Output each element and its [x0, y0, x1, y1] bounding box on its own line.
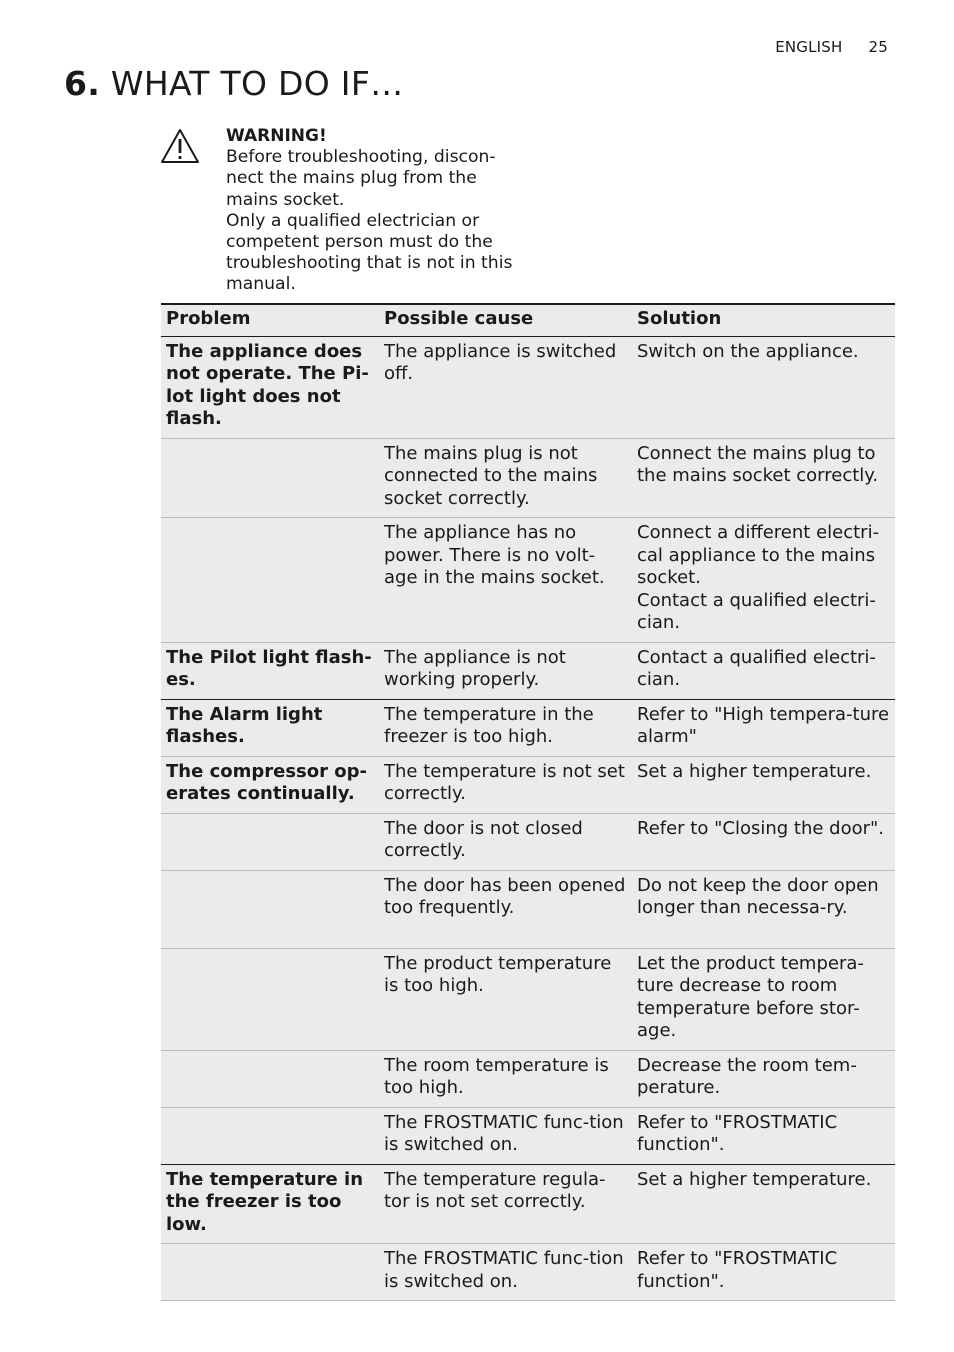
- cell-cause: The appliance is not working properly.: [379, 642, 632, 699]
- table-row: [161, 438, 895, 518]
- warning-line: Before troubleshooting, discon-: [226, 147, 496, 168]
- page-number: 25: [868, 38, 888, 56]
- cell-problem: The appliance does not operate. The Pi-lot light does not flash.: [161, 336, 379, 438]
- cell-cause: The temperature is not set correctly.: [379, 756, 632, 813]
- table-row: [161, 642, 895, 699]
- table-header-row: [161, 304, 895, 336]
- table-row: [161, 756, 895, 813]
- warning-triangle-icon: [160, 128, 200, 164]
- cell-problem: The Pilot light flash-es.: [161, 642, 379, 699]
- section-title-text: WHAT TO DO IF…: [110, 64, 404, 103]
- cell-solution: Refer to "FROSTMATIC function".: [632, 1107, 895, 1164]
- table-row: [161, 813, 895, 870]
- warning-line: mains socket.: [226, 189, 345, 210]
- warning-line: manual.: [226, 274, 296, 295]
- cell-solution: Refer to "FROSTMATIC function".: [632, 1244, 895, 1301]
- section-number: 6.: [64, 64, 101, 103]
- cell-problem: [161, 1244, 379, 1301]
- cell-problem: [161, 1050, 379, 1107]
- column-header-solution: Solution: [632, 304, 895, 336]
- table-row: [161, 699, 895, 756]
- cell-problem: [161, 1107, 379, 1164]
- cell-cause: The mains plug is not connected to the mains socket correctly.: [379, 438, 632, 518]
- cell-solution: Switch on the appliance.: [632, 336, 895, 438]
- cell-problem: [161, 518, 379, 643]
- table-row: [161, 948, 895, 1050]
- cell-cause: The room temperature is too high.: [379, 1050, 632, 1107]
- cell-problem: [161, 813, 379, 870]
- warning-line: competent person must do the: [226, 232, 493, 253]
- cell-solution: Set a higher temperature.: [632, 1164, 895, 1244]
- cell-solution: Set a higher temperature.: [632, 756, 895, 813]
- cell-solution: Connect a different electri-cal appliance to the mains socket. Contact a qualified electri-cian.: [632, 518, 895, 643]
- warning-line: nect the mains plug from the: [226, 168, 477, 189]
- warning-line: Only a qualified electrician or: [226, 210, 480, 231]
- table-row: [161, 870, 895, 948]
- warning-text: [226, 126, 526, 296]
- cell-problem: [161, 948, 379, 1050]
- cell-cause: The appliance has no power. There is no volt-age in the mains socket.: [379, 518, 632, 643]
- page-header: [775, 38, 888, 56]
- cell-solution: Decrease the room tem-perature.: [632, 1050, 895, 1107]
- troubleshooting-table: [161, 303, 895, 1301]
- column-header-cause: Possible cause: [379, 304, 632, 336]
- cell-solution: Contact a qualified electri-cian.: [632, 642, 895, 699]
- cell-solution: Refer to "Closing the door".: [632, 813, 895, 870]
- cell-cause: The FROSTMATIC func-tion is switched on.: [379, 1244, 632, 1301]
- section-title: [64, 64, 403, 103]
- table-row: [161, 1164, 895, 1244]
- table-row: [161, 1244, 895, 1301]
- cell-solution: Let the product tempera-ture decrease to room temperature before stor-age.: [632, 948, 895, 1050]
- table-row: [161, 336, 895, 438]
- cell-cause: The temperature in the freezer is too high.: [379, 699, 632, 756]
- warning-title: WARNING!: [226, 126, 327, 146]
- cell-problem: The compressor op-erates continually.: [161, 756, 379, 813]
- table-row: [161, 1050, 895, 1107]
- column-header-problem: Problem: [161, 304, 379, 336]
- cell-problem: The temperature in the freezer is too low.: [161, 1164, 379, 1244]
- table-row: [161, 518, 895, 643]
- table-row: [161, 1107, 895, 1164]
- cell-problem: [161, 438, 379, 518]
- cell-problem: The Alarm light flashes.: [161, 699, 379, 756]
- cell-cause: The temperature regula-tor is not set correctly.: [379, 1164, 632, 1244]
- cell-solution: Refer to "High tempera-ture alarm": [632, 699, 895, 756]
- cell-problem: [161, 870, 379, 948]
- cell-cause: The FROSTMATIC func-tion is switched on.: [379, 1107, 632, 1164]
- cell-cause: The product temperature is too high.: [379, 948, 632, 1050]
- cell-cause: The appliance is switched off.: [379, 336, 632, 438]
- language-label: ENGLISH: [775, 38, 843, 56]
- cell-solution: Connect the mains plug to the mains socket correctly.: [632, 438, 895, 518]
- cell-solution: Do not keep the door open longer than necessa-ry.: [632, 870, 895, 948]
- cell-cause: The door has been opened too frequently.: [379, 870, 632, 948]
- warning-line: troubleshooting that is not in this: [226, 253, 513, 274]
- cell-cause: The door is not closed correctly.: [379, 813, 632, 870]
